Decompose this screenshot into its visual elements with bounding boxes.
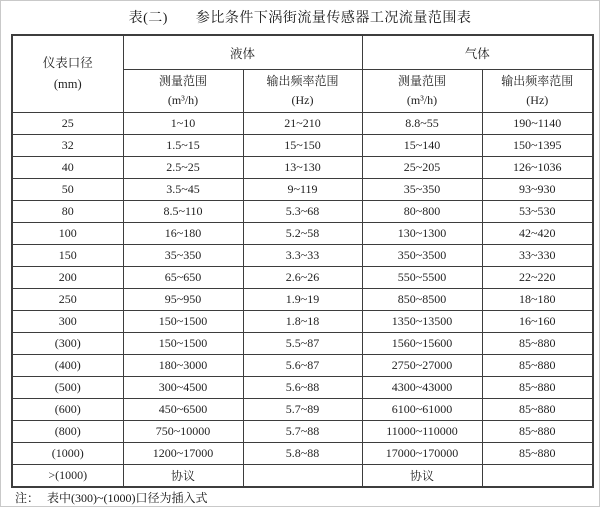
value-cell: 8.8~55 — [362, 113, 482, 135]
diameter-cell: 80 — [12, 201, 123, 223]
value-cell: 5.6~87 — [243, 355, 362, 377]
value-cell: 1350~13500 — [362, 311, 482, 333]
table-row — [12, 399, 593, 421]
value-cell: 1~10 — [123, 113, 243, 135]
value-cell: 85~880 — [482, 333, 593, 355]
table-row — [12, 135, 593, 157]
value-cell: 2750~27000 — [362, 355, 482, 377]
value-cell: 2.6~26 — [243, 267, 362, 289]
table-row — [12, 443, 593, 465]
liquid-group-header: 液体 — [123, 35, 362, 70]
value-cell: 750~10000 — [123, 421, 243, 443]
value-cell: 33~330 — [482, 245, 593, 267]
table-row — [12, 465, 593, 488]
value-cell: 5.3~68 — [243, 201, 362, 223]
table-number: 表(二) — [128, 11, 168, 26]
value-cell: 126~1036 — [482, 157, 593, 179]
diameter-cell: 40 — [12, 157, 123, 179]
value-cell: 85~880 — [482, 443, 593, 465]
value-cell: 4300~43000 — [362, 377, 482, 399]
value-cell: 85~880 — [482, 355, 593, 377]
value-cell: 22~220 — [482, 267, 593, 289]
value-cell: 1.8~18 — [243, 311, 362, 333]
table-row — [12, 157, 593, 179]
value-cell: 350~3500 — [362, 245, 482, 267]
diameter-cell: 150 — [12, 245, 123, 267]
value-cell: 5.6~88 — [243, 377, 362, 399]
footnote — [15, 489, 208, 506]
value-cell: 1.9~19 — [243, 289, 362, 311]
table-row — [12, 333, 593, 355]
diameter-cell: 25 — [12, 113, 123, 135]
gas-measure-range-header — [362, 70, 482, 113]
value-cell: 850~8500 — [362, 289, 482, 311]
value-cell: 9~119 — [243, 179, 362, 201]
value-cell: 1560~15600 — [362, 333, 482, 355]
value-cell: 5.8~88 — [243, 443, 362, 465]
value-cell: 85~880 — [482, 377, 593, 399]
measure-range-label: 测量范围 — [398, 74, 447, 89]
value-cell: 16~160 — [482, 311, 593, 333]
table-header — [12, 35, 593, 113]
value-cell: 35~350 — [123, 245, 243, 267]
value-cell: 550~5500 — [362, 267, 482, 289]
diameter-cell: (600) — [12, 399, 123, 421]
table-title-text: 参比条件下涡街流量传感器工况流量范围表 — [195, 11, 472, 26]
value-cell: 42~420 — [482, 223, 593, 245]
liquid-measure-range-header — [123, 70, 243, 113]
measure-range-unit: (m³/h) — [406, 93, 438, 107]
value-cell: 5.2~58 — [243, 223, 362, 245]
value-cell: 17000~170000 — [362, 443, 482, 465]
value-cell: 11000~110000 — [362, 421, 482, 443]
value-cell: 1200~17000 — [123, 443, 243, 465]
diameter-cell: (300) — [12, 333, 123, 355]
table-row — [12, 223, 593, 245]
table-row — [12, 311, 593, 333]
diameter-label: 仪表口径 — [42, 55, 93, 70]
flow-range-table — [11, 34, 594, 488]
value-cell: 130~1300 — [362, 223, 482, 245]
value-cell: 6100~61000 — [362, 399, 482, 421]
measure-range-unit: (m³/h) — [167, 93, 199, 107]
table-body — [12, 113, 593, 488]
page-title — [1, 7, 599, 27]
table-row — [12, 289, 593, 311]
gas-group-header: 气体 — [362, 35, 593, 70]
value-cell: 2.5~25 — [123, 157, 243, 179]
value-cell: 53~530 — [482, 201, 593, 223]
value-cell: 25~205 — [362, 157, 482, 179]
value-cell: 协议 — [123, 465, 243, 488]
table-row — [12, 113, 593, 135]
table-row — [12, 355, 593, 377]
value-cell: 35~350 — [362, 179, 482, 201]
value-cell — [482, 465, 593, 488]
output-frequency-label: 输出频率范围 — [501, 74, 574, 89]
value-cell: 65~650 — [123, 267, 243, 289]
value-cell: 450~6500 — [123, 399, 243, 421]
table-row — [12, 245, 593, 267]
diameter-cell: 50 — [12, 179, 123, 201]
value-cell: 5.7~88 — [243, 421, 362, 443]
output-frequency-label: 输出频率范围 — [266, 74, 339, 89]
diameter-cell: (1000) — [12, 443, 123, 465]
table-row — [12, 377, 593, 399]
value-cell: 150~1500 — [123, 311, 243, 333]
value-cell: 16~180 — [123, 223, 243, 245]
value-cell: 协议 — [362, 465, 482, 488]
value-cell: 15~150 — [243, 135, 362, 157]
value-cell: 150~1500 — [123, 333, 243, 355]
value-cell: 180~3000 — [123, 355, 243, 377]
output-frequency-unit: (Hz) — [526, 93, 549, 107]
diameter-cell: (800) — [12, 421, 123, 443]
value-cell — [243, 465, 362, 488]
value-cell: 80~800 — [362, 201, 482, 223]
footnote-prefix: 注： — [15, 491, 40, 505]
value-cell: 3.3~33 — [243, 245, 362, 267]
value-cell: 13~130 — [243, 157, 362, 179]
value-cell: 18~180 — [482, 289, 593, 311]
value-cell: 1.5~15 — [123, 135, 243, 157]
diameter-cell: 250 — [12, 289, 123, 311]
value-cell: 300~4500 — [123, 377, 243, 399]
gas-output-frequency-header — [482, 70, 593, 113]
value-cell: 3.5~45 — [123, 179, 243, 201]
value-cell: 190~1140 — [482, 113, 593, 135]
value-cell: 21~210 — [243, 113, 362, 135]
value-cell: 93~930 — [482, 179, 593, 201]
diameter-cell: (400) — [12, 355, 123, 377]
diameter-unit: (mm) — [53, 77, 82, 91]
table-row — [12, 179, 593, 201]
diameter-cell: 300 — [12, 311, 123, 333]
value-cell: 8.5~110 — [123, 201, 243, 223]
table-row — [12, 201, 593, 223]
header-group-row — [12, 35, 593, 70]
value-cell: 15~140 — [362, 135, 482, 157]
value-cell: 95~950 — [123, 289, 243, 311]
liquid-output-frequency-header — [243, 70, 362, 113]
diameter-cell: 200 — [12, 267, 123, 289]
value-cell: 85~880 — [482, 421, 593, 443]
output-frequency-unit: (Hz) — [291, 93, 314, 107]
diameter-cell: (500) — [12, 377, 123, 399]
value-cell: 5.7~89 — [243, 399, 362, 421]
footnote-text: 表中(300)~(1000)口径为插入式 — [47, 491, 208, 505]
value-cell: 85~880 — [482, 399, 593, 421]
diameter-cell: 32 — [12, 135, 123, 157]
value-cell: 150~1395 — [482, 135, 593, 157]
diameter-cell: 100 — [12, 223, 123, 245]
table-row — [12, 267, 593, 289]
diameter-cell: >(1000) — [12, 465, 123, 488]
measure-range-label: 测量范围 — [158, 74, 207, 89]
value-cell: 5.5~87 — [243, 333, 362, 355]
diameter-column-header — [12, 35, 123, 113]
table-row — [12, 421, 593, 443]
